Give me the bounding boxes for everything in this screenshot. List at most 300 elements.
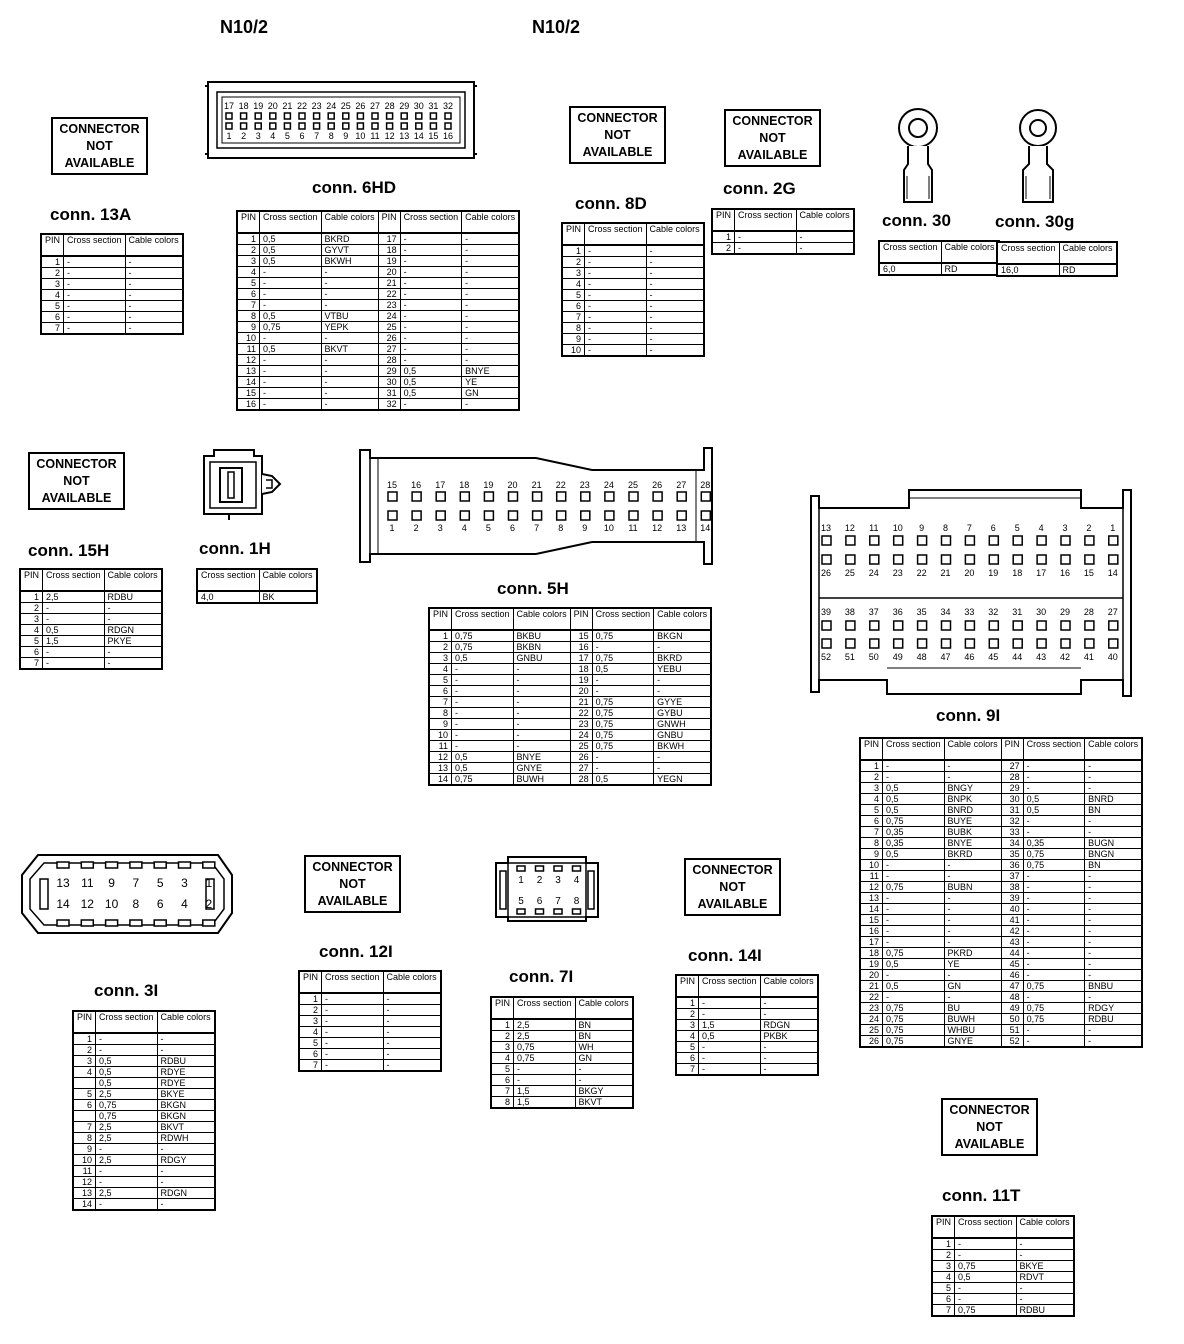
table-cell: - [321, 333, 378, 344]
column-header: PIN [41, 234, 64, 256]
pin-socket [284, 113, 290, 119]
table-cell: - [1085, 948, 1143, 959]
column-header: PIN [491, 997, 514, 1019]
table-cell: - [883, 926, 945, 937]
pin-socket [1037, 536, 1046, 545]
table-cell: BUBK [944, 827, 1001, 838]
connector-9i-drawing [809, 488, 1135, 698]
table-row [860, 1036, 1142, 1048]
table-cell: 9 [860, 849, 883, 860]
table-cell: - [1023, 904, 1085, 915]
table-cell: 19 [860, 959, 883, 970]
table-row [73, 1089, 215, 1100]
table-cell: YE [944, 959, 1001, 970]
table-cell: - [1023, 1036, 1085, 1048]
table-cell: - [462, 256, 520, 267]
table-cell: 1,5 [514, 1086, 576, 1097]
pin-socket [412, 492, 421, 501]
table-cell: 0,75 [883, 1003, 945, 1014]
column-header: Cable colors [941, 241, 999, 263]
table-row [676, 997, 818, 1009]
connector-1h-drawing [200, 448, 284, 520]
table-cell: 0,5 [452, 752, 514, 763]
table-cell: - [513, 741, 570, 752]
table-cell: BKWH [654, 741, 712, 752]
table-cell: - [1085, 937, 1143, 948]
pin-number: 39 [820, 607, 832, 617]
table-row [20, 591, 162, 603]
table-row [73, 1166, 215, 1177]
table-cell: - [104, 603, 162, 614]
title-9i: conn. 9I [936, 706, 1001, 725]
table-cell: 33 [1001, 827, 1023, 838]
table-cell: 16 [237, 399, 260, 411]
table-cell: - [883, 937, 945, 948]
table-cell: 1 [299, 993, 322, 1005]
pin-number: 29 [399, 101, 410, 111]
table-cell: - [96, 1199, 158, 1211]
pin-number: 9 [343, 131, 349, 141]
table-cell: 4 [676, 1031, 699, 1042]
table-cell: - [125, 256, 183, 268]
pin-table-15h [19, 568, 163, 670]
column-header: Cross section [322, 971, 384, 993]
table-row [860, 959, 1142, 970]
table-header-row [932, 1216, 1074, 1238]
column-header: Cross section [64, 234, 126, 256]
pin-number: 24 [603, 480, 614, 490]
table-cell: 5 [932, 1283, 955, 1294]
table-cell: GYBU [654, 708, 712, 719]
table-cell: 3 [20, 614, 43, 625]
table-cell: - [452, 730, 514, 741]
table-cell: - [462, 289, 520, 300]
pin-socket [557, 492, 566, 501]
table-header-row [860, 738, 1142, 760]
table-cell: 22 [860, 992, 883, 1003]
table-cell: - [321, 289, 378, 300]
table-cell: 13 [860, 893, 883, 904]
table-row [237, 300, 519, 311]
table-cell: 6 [299, 1049, 322, 1060]
table-cell: 0,75 [883, 948, 945, 959]
table-cell: - [699, 1053, 761, 1064]
table-cell: 0,75 [955, 1261, 1017, 1272]
table-row [860, 981, 1142, 992]
table-cell: GNBU [513, 653, 570, 664]
pin-number: 19 [988, 568, 999, 578]
table-cell: 21 [378, 278, 400, 289]
table-cell: BKRD [654, 653, 712, 664]
table-cell: - [452, 675, 514, 686]
table-cell: 0,75 [592, 697, 654, 708]
table-cell: - [1023, 871, 1085, 882]
table-row [860, 783, 1142, 794]
table-cell: BN [1085, 860, 1143, 871]
table-cell: RD [941, 263, 999, 275]
table-cell: 0,75 [1023, 1014, 1085, 1025]
pin-socket [436, 492, 445, 501]
column-header: PIN [570, 608, 592, 630]
pin-socket [314, 123, 320, 129]
table-cell [73, 1078, 96, 1089]
table-header-row [299, 971, 441, 993]
table-cell: WH [575, 1042, 633, 1053]
table-row [73, 1067, 215, 1078]
pin-number: 8 [942, 523, 949, 533]
table-cell: 14 [237, 377, 260, 388]
table-cell: RDGN [157, 1188, 215, 1199]
title-13a: conn. 13A [50, 205, 132, 224]
pin-socket [1061, 536, 1070, 545]
table-cell: - [1085, 970, 1143, 981]
pin-socket [460, 492, 469, 501]
table-cell: 25 [570, 741, 592, 752]
table-cell: 52 [1001, 1036, 1023, 1048]
table-cell: - [585, 245, 647, 257]
pin-socket [57, 920, 69, 926]
pin-table-12i [298, 970, 442, 1072]
table-cell: - [585, 257, 647, 268]
table-cell: 6 [237, 289, 260, 300]
table-cell: 44 [1001, 948, 1023, 959]
pin-number: 10 [603, 523, 614, 533]
table-cell: 16,0 [997, 264, 1059, 276]
table-cell: 2,5 [96, 1155, 158, 1166]
table-cell: 2,5 [514, 1031, 576, 1042]
table-cell: 2,5 [96, 1133, 158, 1144]
table-cell: - [321, 399, 378, 411]
pin-number: 3 [437, 523, 443, 533]
table-cell: 23 [378, 300, 400, 311]
table-cell: - [654, 686, 712, 697]
pin-socket [1085, 621, 1094, 630]
table-cell: - [646, 279, 704, 290]
table-cell: 0,5 [260, 245, 322, 256]
table-cell: 1,5 [43, 636, 105, 647]
pin-socket [284, 123, 290, 129]
table-cell: 11 [429, 741, 452, 752]
table-cell: - [383, 1038, 441, 1049]
table-row [860, 926, 1142, 937]
title-5h: conn. 5H [497, 579, 569, 598]
table-row [860, 871, 1142, 882]
table-cell: BKWH [321, 256, 378, 267]
table-row [562, 312, 704, 323]
pin-number: 7 [314, 131, 320, 141]
table-cell: 0,75 [452, 642, 514, 653]
table-cell: YE [462, 377, 520, 388]
table-cell: - [699, 1064, 761, 1076]
table-row [491, 1097, 633, 1109]
table-row [429, 752, 711, 763]
table-cell: 1 [491, 1019, 514, 1031]
table-cell: - [585, 279, 647, 290]
pin-socket [870, 555, 879, 564]
pin-socket [255, 123, 261, 129]
table-row [237, 256, 519, 267]
pin-number: 6 [509, 523, 516, 533]
table-cell: 8 [73, 1133, 96, 1144]
pin-socket [554, 909, 562, 914]
table-cell: 28 [1001, 772, 1023, 783]
table-cell: - [43, 647, 105, 658]
table-cell: - [735, 243, 797, 255]
table-cell: - [43, 603, 105, 614]
pin-socket [822, 639, 831, 648]
table-row [237, 355, 519, 366]
table-cell: 3 [676, 1020, 699, 1031]
table-row [676, 1031, 818, 1042]
table-row [299, 1038, 441, 1049]
table-row [41, 323, 183, 335]
pin-socket [533, 511, 542, 520]
table-cell: 17 [570, 653, 592, 664]
column-header: Cable colors [1059, 242, 1117, 264]
connector-not-available-11t: CONNECTOR NOT AVAILABLE [941, 1098, 1038, 1156]
table-row [860, 882, 1142, 893]
table-cell: - [400, 399, 462, 411]
pin-socket [989, 639, 998, 648]
table-cell: 1 [429, 630, 452, 642]
table-cell: 1,5 [514, 1097, 576, 1109]
pin-socket [357, 123, 363, 129]
table-cell: - [1085, 904, 1143, 915]
table-cell: - [944, 915, 1001, 926]
table-cell: 14 [860, 904, 883, 915]
table-cell: PKBK [760, 1031, 818, 1042]
table-cell: - [1085, 772, 1143, 783]
column-header: Cable colors [462, 211, 520, 233]
table-cell: 0,5 [260, 256, 322, 267]
table-cell: - [383, 1016, 441, 1027]
table-cell: - [883, 772, 945, 783]
table-cell: - [699, 1042, 761, 1053]
table-cell: - [125, 290, 183, 301]
table-row [299, 1049, 441, 1060]
table-cell: BN [575, 1031, 633, 1042]
table-cell: - [1016, 1250, 1074, 1261]
pin-socket [460, 511, 469, 520]
table-cell: 0,75 [883, 1025, 945, 1036]
table-cell: - [400, 355, 462, 366]
column-header: Cable colors [575, 997, 633, 1019]
pin-number: 5 [284, 131, 290, 141]
pin-number: 47 [940, 652, 951, 662]
pin-table-13a [40, 233, 184, 335]
pin-number: 1 [226, 131, 232, 141]
table-row [860, 794, 1142, 805]
table-row [73, 1056, 215, 1067]
table-cell: 0,5 [883, 849, 945, 860]
title-30g: conn. 30g [995, 212, 1075, 231]
table-cell: - [1085, 926, 1143, 937]
table-cell: - [125, 323, 183, 335]
table-cell: - [400, 233, 462, 245]
pin-number: 31 [1012, 607, 1023, 617]
pin-number: 25 [627, 480, 639, 490]
pin-number: 4 [181, 897, 188, 911]
table-cell: BN [1085, 805, 1143, 816]
table-cell: - [462, 278, 520, 289]
table-row [860, 904, 1142, 915]
pin-number: 19 [253, 101, 264, 111]
pin-socket [430, 123, 436, 129]
table-cell: 48 [1001, 992, 1023, 1003]
table-cell: GNYE [513, 763, 570, 774]
column-header: Cable colors [125, 234, 183, 256]
pin-number: 5 [485, 523, 491, 533]
pin-table-11t [931, 1215, 1075, 1317]
table-cell: - [104, 614, 162, 625]
pin-socket [701, 492, 710, 501]
table-cell: - [321, 377, 378, 388]
pin-table-30 [878, 240, 1000, 276]
table-cell: 36 [1001, 860, 1023, 871]
table-cell: 6 [860, 816, 883, 827]
pin-socket [894, 639, 903, 648]
column-header: Cross section [197, 569, 259, 591]
table-cell: RDBU [1016, 1305, 1074, 1317]
pin-number: 13 [399, 131, 410, 141]
pin-number: 4 [573, 875, 580, 886]
table-header-row [676, 975, 818, 997]
pin-number: 40 [1107, 652, 1118, 662]
pin-table-3i [72, 1010, 216, 1211]
table-cell: BKBU [513, 630, 570, 642]
table-cell: - [796, 243, 854, 255]
table-cell: - [646, 323, 704, 334]
table-cell: 1 [41, 256, 64, 268]
pin-number: 27 [676, 480, 687, 490]
table-cell: 34 [1001, 838, 1023, 849]
pin-number: 52 [820, 652, 832, 662]
pin-socket [989, 536, 998, 545]
pin-socket [179, 862, 191, 868]
table-cell: 2 [712, 243, 735, 255]
table-cell: - [513, 697, 570, 708]
table-cell: 40 [1001, 904, 1023, 915]
table-row [860, 893, 1142, 904]
table-cell: - [646, 245, 704, 257]
table-cell: - [1023, 760, 1085, 772]
table-cell: 0,75 [260, 322, 322, 333]
pin-number: 1 [205, 876, 213, 890]
table-row [932, 1305, 1074, 1317]
table-cell: - [654, 642, 712, 653]
column-header: Cross section [883, 738, 945, 760]
table-cell: 18 [570, 664, 592, 675]
table-cell: 7 [20, 658, 43, 670]
column-header: Cable colors [383, 971, 441, 993]
pin-socket [430, 113, 436, 119]
pin-socket [509, 492, 518, 501]
table-row [676, 1009, 818, 1020]
pin-number: 28 [1083, 607, 1094, 617]
table-cell: - [646, 312, 704, 323]
pin-socket [270, 123, 276, 129]
table-cell: - [883, 915, 945, 926]
table-cell: 5 [562, 290, 585, 301]
pin-socket [1061, 555, 1070, 564]
pin-number: 11 [370, 131, 380, 141]
table-row [491, 1086, 633, 1097]
table-cell: 0,5 [883, 959, 945, 970]
table-cell: 3 [932, 1261, 955, 1272]
table-cell: 0,75 [1023, 849, 1085, 860]
table-cell: - [955, 1238, 1017, 1250]
table-header-row [197, 569, 317, 591]
pin-socket [1109, 639, 1118, 648]
table-cell: - [125, 279, 183, 290]
table-cell: - [400, 245, 462, 256]
table-cell: 21 [860, 981, 883, 992]
table-cell: 50 [1001, 1014, 1023, 1025]
table-cell: 0,5 [260, 311, 322, 322]
pin-number: 8 [573, 896, 580, 907]
table-cell: - [1023, 783, 1085, 794]
title-30: conn. 30 [882, 211, 951, 230]
table-cell: - [260, 333, 322, 344]
table-cell: - [1085, 959, 1143, 970]
table-cell: 10 [73, 1155, 96, 1166]
connector-not-available-15h: CONNECTOR NOT AVAILABLE [28, 452, 125, 510]
table-cell: 46 [1001, 970, 1023, 981]
table-cell: 0,5 [260, 233, 322, 245]
table-cell: 0,5 [1023, 805, 1085, 816]
table-cell: - [157, 1144, 215, 1155]
table-cell: 2 [237, 245, 260, 256]
table-cell: RD [1059, 264, 1117, 276]
pin-number: 10 [104, 897, 119, 911]
pin-socket [1061, 621, 1070, 630]
pin-number: 24 [868, 568, 879, 578]
table-cell: - [1023, 772, 1085, 783]
table-cell: RDWH [157, 1133, 215, 1144]
connector-not-available-2g: CONNECTOR NOT AVAILABLE [724, 109, 821, 167]
table-cell: 22 [570, 708, 592, 719]
table-cell: 0,75 [1023, 981, 1085, 992]
pin-number: 23 [579, 480, 590, 490]
table-cell: 0,5 [400, 366, 462, 377]
table-cell: - [575, 1064, 633, 1075]
table-cell: - [1085, 893, 1143, 904]
table-cell: BKGY [575, 1086, 633, 1097]
pin-socket [573, 866, 581, 871]
pin-socket [1061, 639, 1070, 648]
column-header: PIN [860, 738, 883, 760]
table-cell: YEBU [654, 664, 712, 675]
table-cell: 0,5 [592, 774, 654, 786]
table-cell: - [157, 1199, 215, 1211]
table-cell: BKVT [321, 344, 378, 355]
pin-socket [1109, 555, 1118, 564]
pin-socket [1085, 639, 1094, 648]
table-cell: - [944, 970, 1001, 981]
pin-number: 36 [892, 607, 903, 617]
table-cell: - [513, 664, 570, 675]
table-cell: - [400, 311, 462, 322]
table-cell: 6 [676, 1053, 699, 1064]
pin-socket [388, 511, 397, 520]
table-cell: 1 [73, 1033, 96, 1045]
pin-number: 3 [555, 875, 561, 886]
column-header: PIN [299, 971, 322, 993]
table-cell: RDGN [104, 625, 162, 636]
table-cell: 21 [570, 697, 592, 708]
pin-socket [894, 536, 903, 545]
pin-number: 27 [369, 101, 381, 111]
